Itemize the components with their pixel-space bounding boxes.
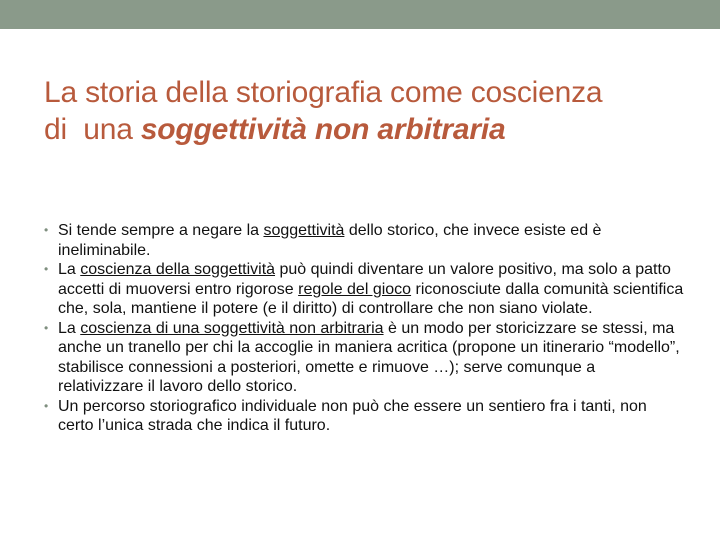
bullet-text: dello storico, che invece esiste ed è ineliminabile.	[58, 222, 602, 259]
bullet-dot-icon: •	[44, 223, 49, 237]
underlined-phrase: coscienza della soggettività	[80, 261, 276, 278]
bullet-text: Si tende sempre a negare la	[58, 222, 264, 239]
title-line-2	[44, 111, 704, 148]
slide-top-bar	[0, 0, 720, 29]
underlined-phrase: soggettività	[263, 222, 345, 239]
bullet-item	[44, 260, 684, 319]
bullet-item	[44, 221, 684, 260]
bullet-item	[44, 397, 684, 436]
underlined-phrase: coscienza di una soggettività non arbitraria	[80, 319, 384, 337]
bullet-text: può quindi diventare un valore positivo, ma solo a patto accetti di muoversi entro rigorose	[58, 261, 671, 298]
bullet-dot-icon: •	[44, 262, 49, 276]
slide-body	[44, 221, 684, 436]
bullet-text: riconosciute dalla comunità scientifica che, sola, mantiene il potere (e il diritto) di controllare che non siano violate.	[58, 280, 684, 317]
bullet-text: è un modo per storicizzare se stessi, ma anche un tranello per chi la accoglie in maniera acritica (propone un itinerario “modello”, stabilisce connessioni a posteriori, omette e rimuove …); serve comunque a relativizzare il lavoro dello storico.	[58, 319, 680, 395]
bullet-item	[44, 319, 684, 397]
bullet-text: La	[58, 319, 81, 337]
title-line-2-prefix: di una	[44, 113, 141, 146]
title-emphasis: soggettività non arbitraria	[140, 113, 506, 146]
slide-title	[44, 74, 704, 148]
bullet-text: La	[58, 261, 81, 278]
bullet-dot-icon: •	[44, 320, 49, 335]
underlined-phrase: regole del gioco	[298, 280, 412, 298]
bullet-text: Un percorso storiografico individuale non può che essere un sentiero fra i tanti, non certo l’unica strada che indica il futuro.	[58, 397, 647, 434]
title-line-1: La storia della storiografia come coscienza	[44, 76, 603, 109]
bullet-list	[44, 221, 684, 436]
bullet-dot-icon: •	[44, 398, 49, 413]
